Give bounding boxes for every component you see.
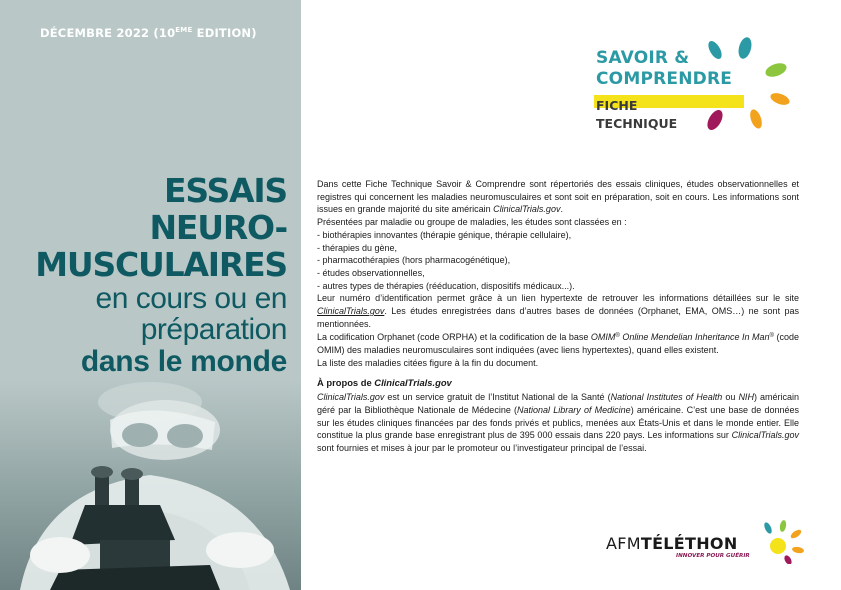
list-item: - études observationnelles,: [317, 267, 425, 278]
list-item: - thérapies du gène,: [317, 242, 398, 253]
logo-line-2: COMPRENDRE: [596, 69, 733, 89]
clinicaltrials-link[interactable]: ClinicalTrials.gov: [317, 306, 385, 317]
cover-title: [35, 172, 287, 378]
disease-list-note: La liste des maladies citées figure à la fin du document.: [317, 357, 539, 368]
list-item: - autres types de thérapies (rééducation, dispositifs médicaux...).: [317, 280, 575, 291]
afm-tagline: INNOVER POUR GUÉRIR: [676, 553, 750, 559]
edition-date: DÉCEMBRE 2022 (10EME EDITION): [40, 26, 257, 40]
title-line-2: NEURO-: [149, 208, 287, 247]
intro-paragraph: Dans cette Fiche Technique Savoir & Comprendre sont répertoriés des essais cliniques, études observationnelles et registres qui concernent les maladies neuromusculaires et sont soit en préparation, soit en cours. Les informations sont issues en grande majorité du site américain ClinicalTrials.gov.: [317, 179, 799, 215]
title-line-5: préparation: [140, 313, 287, 346]
intro-text: [317, 178, 799, 455]
title-line-6: dans le monde: [80, 345, 287, 378]
title-line-3: MUSCULAIRES: [35, 245, 287, 284]
clinicaltrials-link[interactable]: ClinicalTrials.gov: [493, 204, 561, 215]
codification-paragraph: La codification Orphanet (code ORPHA) et la codification de la base OMIM® Online Mendelian Inheritance In Man® (code OMIM) des maladies neuromusculaires sont indiquées (avec liens hypertextes), quand elles existent.: [317, 332, 800, 356]
logo-line-3: FICHE: [596, 98, 638, 113]
researcher-microscope-photo: [0, 380, 301, 590]
title-line-1: ESSAIS: [164, 171, 287, 210]
about-heading: À propos de ClinicalTrials.gov: [317, 376, 452, 388]
cover-panel: [0, 0, 301, 590]
logo-line-4: TECHNIQUE: [596, 116, 678, 131]
list-item: - biothérapies innovantes (thérapie génique, thérapie cellulaire),: [317, 229, 572, 240]
savoir-comprendre-logo: [594, 36, 804, 136]
list-item: - pharmacothérapies (hors pharmacogénétique),: [317, 255, 511, 266]
classification-intro: Présentées par maladie ou groupe de maladies, les études sont classées en :: [317, 217, 627, 228]
afm-telethon-logo: [606, 520, 806, 570]
about-paragraph: ClinicalTrials.gov est un service gratuit de l’Institut National de la Santé (National Institutes of Health ou NIH) américain géré par la Bibliothèque Nationale de Médecine (National Library of Medicine) américaine. C’est une base de données sur les études cliniques financées par des fonds privés et publics, menées aux États-Unis et dans le monde entier. Elle constitue la plus grande base enregistrant plus de 395 000 essais dans 220 pays. Les informations sur ClinicalTrials.gov sont fournies et mises à jour par le promoteur ou l’investigateur principal de l’essai.: [317, 392, 800, 454]
logo-line-1: SAVOIR &: [596, 48, 690, 68]
identification-paragraph: Leur numéro d’identification permet grâce à un lien hypertexte de retrouver les informations détaillées sur le site ClinicalTrials.gov. Les études enregistrées dans d’autres bases de données (Orphanet, EMA, OMS…) ne sont pas mentionnées.: [317, 293, 799, 329]
title-line-4: en cours ou en: [95, 282, 287, 315]
petals-icon: [698, 36, 798, 136]
sun-icon: [758, 520, 806, 564]
afm-wordmark: AFMTÉLÉTHON: [606, 534, 738, 553]
